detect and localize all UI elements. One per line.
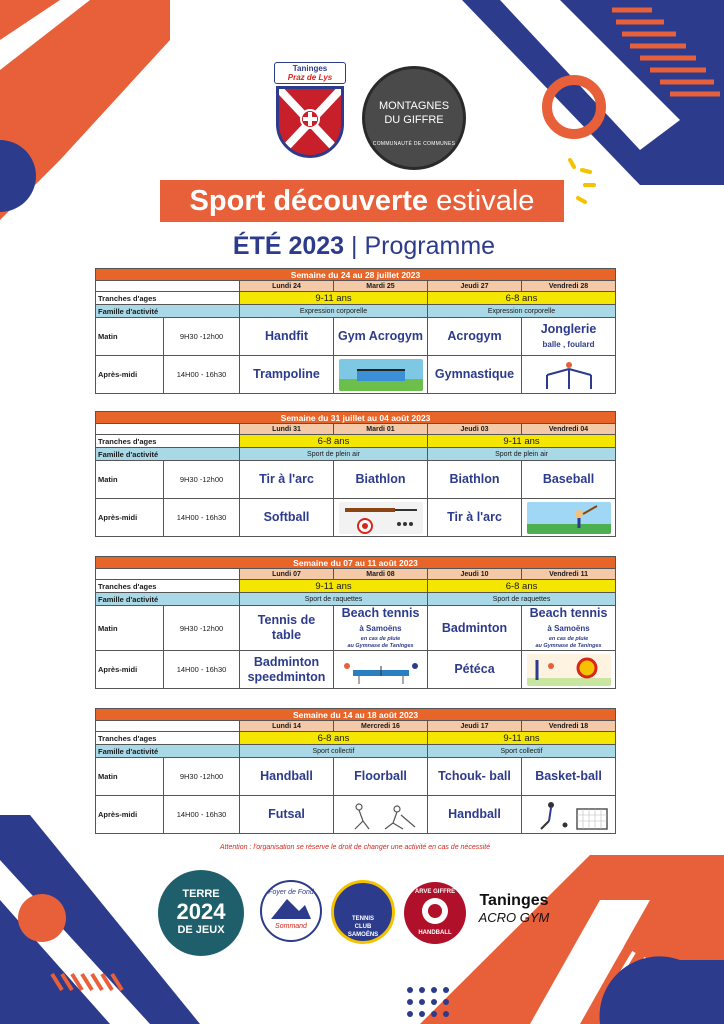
slot-label: Après-midi [96,796,164,834]
day-label: Lundi 07 [240,569,334,580]
family-label: Famille d'activité [96,448,240,461]
tennis-line-1: TENNIS [351,916,374,922]
day-label: Lundi 14 [240,721,334,732]
activity-note: en cas de pluie [360,636,401,642]
morning-row [96,606,616,651]
mountain-icon [271,897,311,919]
ages-label: Tranches d'ages [96,732,240,745]
blank-cell [164,721,240,732]
taninges-acro-gym-logo [474,892,554,938]
activity-name: Floorball [354,769,407,783]
slot-time: 9H30 -12h00 [164,606,240,651]
subtitle-bold: ÉTÉ 2023 [232,232,345,260]
activity-cell [240,651,334,689]
day-label: Jeudi 10 [428,569,522,580]
slot-time: 9H30 -12h00 [164,461,240,499]
activity-cell [240,758,334,796]
slot-time: 9H30 -12h00 [164,758,240,796]
community-small: COMMUNAUTÉ DE COMMUNES [372,141,456,147]
activity-picture-cell [334,651,428,689]
foyer-line-2: Sommand [275,923,307,930]
day-label: Vendredi 28 [522,281,616,292]
ages-label: Tranches d'ages [96,435,240,448]
activity-name: Basket-ball [535,769,602,783]
tennis-line-3: SAMOËNS [347,932,379,938]
family-value: Expression corporelle [428,305,616,318]
taninges-crest-logo [274,62,346,162]
week-days-row [96,569,616,580]
activity-cell [240,796,334,834]
activity-name: Handfit [264,329,309,343]
handball-club-logo [404,882,466,944]
hand-line-1: ARVE GIFFRE [414,889,456,895]
blank-cell [96,281,164,292]
day-label: Mardi 08 [334,569,428,580]
foyer-line-1: Foyer de Fond [268,889,314,896]
activity-picture-cell [522,651,616,689]
hand-line-2: HANDBALL [418,930,452,936]
slot-time: 14H00 - 16h30 [164,356,240,394]
activity-name: Trampoline [253,367,320,381]
activity-cell [240,606,334,651]
age-range: 9-11 ans [240,580,428,593]
activity-cell [240,499,334,537]
activity-cell [522,461,616,499]
morning-row [96,318,616,356]
slot-label: Matin [96,758,164,796]
morning-row [96,461,616,499]
afternoon-row [96,651,616,689]
activity-note: en cas de pluie [548,636,589,642]
slot-time: 9H30 -12h00 [164,318,240,356]
day-label: Vendredi 04 [522,424,616,435]
week-header [96,709,616,721]
foyer-de-fond-logo [260,880,322,942]
tennis-line-2: CLUB [354,924,372,930]
week-header [96,557,616,569]
family-label: Famille d'activité [96,593,240,606]
family-value: Expression corporelle [240,305,428,318]
subtitle-separator: | [351,232,358,260]
activity-name: Biathlon [449,472,500,486]
family-row [96,448,616,461]
notice: Attention : l'organisation se réserve le droit de changer une activité en cas de nécessité [219,844,491,851]
activity-name: Pétéca [454,662,495,676]
activity-cell [334,758,428,796]
family-row [96,593,616,606]
slot-label: Après-midi [96,356,164,394]
activity-name: Biathlon [355,472,406,486]
day-label: Vendredi 18 [522,721,616,732]
crest-line-2: Praz de Lys [287,73,333,82]
slot-label: Matin [96,461,164,499]
day-label: Jeudi 17 [428,721,522,732]
terre-de-jeux-logo [158,870,244,956]
shield-emblem-icon [279,89,341,155]
page-title [160,180,564,222]
activity-cell [522,758,616,796]
activity-name: Jonglerie [540,321,597,336]
table-tennis-picture [339,654,423,686]
acrobatics-picture [527,359,611,391]
age-range: 6-8 ans [240,732,428,745]
activity-name: Gymnastique [434,367,515,381]
activity-cell [428,461,522,499]
activity-name: Badminton speedminton [247,654,326,684]
activity-name: Tchouk- ball [438,769,511,783]
montagnes-du-giffre-logo [362,66,466,170]
ages-row [96,732,616,745]
day-label: Mardi 25 [334,281,428,292]
activity-cell [334,461,428,499]
title-bold: Sport découverte [189,185,429,217]
activity-name: Tennis de table [257,613,316,642]
afternoon-row [96,356,616,394]
week-days-row [96,424,616,435]
age-range: 6-8 ans [428,580,616,593]
activity-cell [428,606,522,651]
blank-cell [164,424,240,435]
slot-label: Matin [96,318,164,356]
week-title: Semaine du 07 au 11 août 2023 [96,557,616,569]
activity-cell [522,318,616,356]
week-table [95,556,616,689]
family-row [96,745,616,758]
activity-picture-cell [522,796,616,834]
week-table [95,411,616,537]
morning-row [96,758,616,796]
biathlon-rifle-picture [339,502,423,534]
community-line-2: DU GIFFRE [384,114,444,126]
tennis-club-logo [331,880,395,944]
age-range: 9-11 ans [240,292,428,305]
age-range: 6-8 ans [240,435,428,448]
handball-icon [418,896,452,926]
activity-picture-cell [522,499,616,537]
trampoline-arena-picture [339,359,423,391]
acro-line-2: ACRO GYM [478,910,550,925]
week-days-row [96,721,616,732]
day-label: Mercredi 16 [334,721,428,732]
family-value: Sport collectif [428,745,616,758]
activity-cell [240,318,334,356]
blank-cell [164,281,240,292]
subtitle-rest: Programme [364,232,496,260]
activity-cell [334,318,428,356]
activity-picture-cell [334,499,428,537]
activity-cell [428,796,522,834]
acro-line-1: Taninges [479,892,549,909]
family-value: Sport de raquettes [428,593,616,606]
activity-picture-cell [334,796,428,834]
ages-row [96,292,616,305]
ages-row [96,435,616,448]
week-title: Semaine du 14 au 18 août 2023 [96,709,616,721]
slot-time: 14H00 - 16h30 [164,796,240,834]
archery-picture [527,654,611,686]
activity-note: au Gymnase de Taninges [535,643,602,649]
activity-cell [428,758,522,796]
page-subtitle [214,228,514,264]
terre-line-3: DE JEUX [177,924,225,936]
family-value: Sport de plein air [428,448,616,461]
blank-cell [164,569,240,580]
floorball-sketch-picture [339,799,423,831]
terre-line-1: TERRE [182,888,220,900]
week-table [95,708,616,834]
activity-name: Badminton [441,620,508,635]
activity-cell [428,499,522,537]
activity-cell [240,461,334,499]
activity-cell [428,318,522,356]
terre-line-2: 2024 [176,899,226,924]
week-days-row [96,281,616,292]
activity-name: Beach tennis [529,606,608,620]
activity-sub: balle , foulard [542,339,595,349]
crest-line-1: Taninges [292,64,328,73]
family-label: Famille d'activité [96,305,240,318]
activity-name: Tir à l'arc [259,472,314,486]
afternoon-row [96,499,616,537]
activity-name: Beach tennis [341,606,420,620]
day-label: Lundi 31 [240,424,334,435]
activity-sub: à Samoëns [547,624,590,633]
ages-row [96,580,616,593]
activity-sub: à Samoëns [359,624,402,633]
header-logos [274,62,474,172]
age-range: 6-8 ans [428,292,616,305]
week-header [96,412,616,424]
family-value: Sport de raquettes [240,593,428,606]
week-table [95,268,616,394]
activity-name: Softball [263,510,310,524]
age-range: 9-11 ans [428,435,616,448]
day-label: Vendredi 11 [522,569,616,580]
activity-picture-cell [334,356,428,394]
community-line-1: MONTAGNES [378,100,450,112]
afternoon-row [96,796,616,834]
family-label: Famille d'activité [96,745,240,758]
activity-note: au Gymnase de Taninges [347,643,414,649]
slot-label: Matin [96,606,164,651]
day-label: Lundi 24 [240,281,334,292]
week-title: Semaine du 31 juillet au 04 août 2023 [96,412,616,424]
activity-name: Baseball [542,472,595,486]
ages-label: Tranches d'ages [96,292,240,305]
activity-name: Handball [260,769,313,783]
activity-name: Tir à l'arc [447,510,502,524]
slot-time: 14H00 - 16h30 [164,499,240,537]
activity-cell [428,651,522,689]
family-value: Sport de plein air [240,448,428,461]
week-title: Semaine du 24 au 28 juillet 2023 [96,269,616,281]
ages-label: Tranches d'ages [96,580,240,593]
day-label: Mardi 01 [334,424,428,435]
activity-picture-cell [522,356,616,394]
age-range: 9-11 ans [428,732,616,745]
futsal-goal-picture [527,799,611,831]
activity-name: Futsal [268,807,305,821]
activity-cell [240,356,334,394]
blank-cell [96,424,164,435]
crest-banner [274,62,346,84]
activity-name: Handball [448,807,501,821]
blank-cell [96,569,164,580]
activity-cell [522,606,616,651]
slot-time: 14H00 - 16h30 [164,651,240,689]
activity-cell [428,356,522,394]
week-header [96,269,616,281]
day-label: Jeudi 03 [428,424,522,435]
slot-label: Après-midi [96,651,164,689]
slot-label: Après-midi [96,499,164,537]
title-rest: estivale [436,185,535,217]
baseball-picture [527,502,611,534]
crest-shield [276,86,344,158]
activity-name: Gym Acrogym [338,329,423,343]
family-value: Sport collectif [240,745,428,758]
activity-name: Acrogym [447,329,502,343]
blank-cell [96,721,164,732]
day-label: Jeudi 27 [428,281,522,292]
activity-cell [334,606,428,651]
family-row [96,305,616,318]
